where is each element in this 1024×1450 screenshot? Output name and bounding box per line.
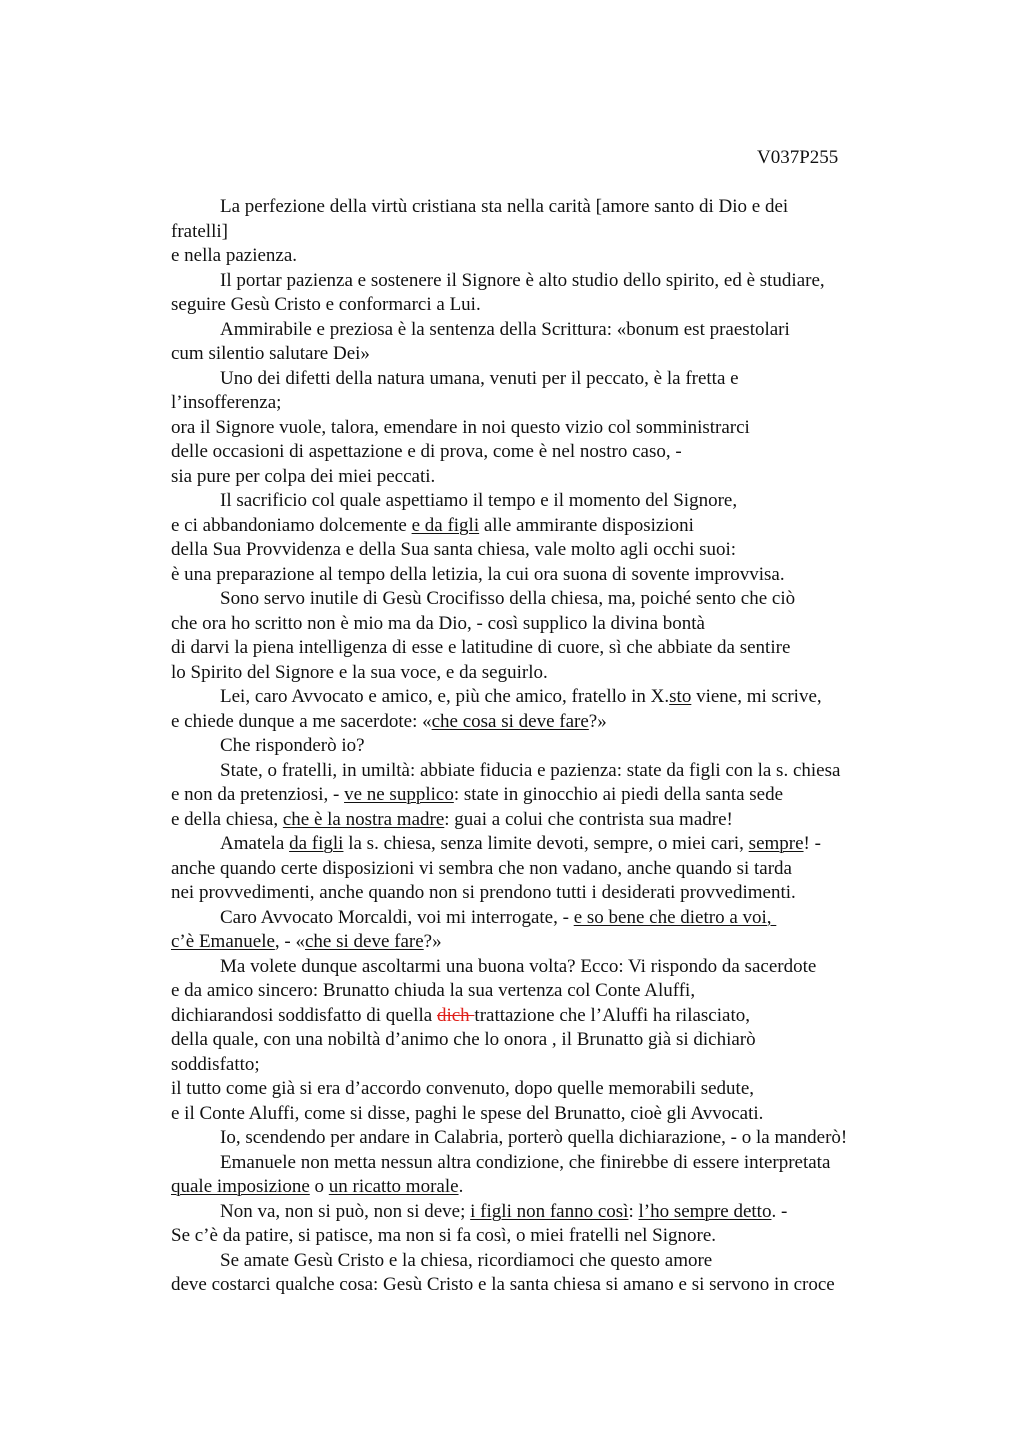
text-line bbox=[171, 1028, 911, 1053]
text-segment: seguire Gesù Cristo e conformarci a Lui. bbox=[171, 294, 481, 315]
text-line bbox=[171, 318, 911, 343]
page-id: V037P255 bbox=[757, 147, 839, 168]
underlined-text: e da figli bbox=[411, 514, 480, 536]
text-segment: Non va, non si può, non si deve; bbox=[220, 1200, 471, 1222]
text-segment: viene, mi scrive, bbox=[691, 686, 822, 707]
text-segment: Il portar pazienza e sostenere il Signore è alto studio dello spirito, ed è studiare, bbox=[220, 269, 825, 291]
text-segment: Amatela bbox=[220, 833, 290, 854]
text-segment: è una preparazione al tempo della letizia, la cui ora suona di sovente improvvisa. bbox=[171, 563, 785, 585]
underlined-text: che cosa si deve fare bbox=[431, 710, 589, 732]
text-line bbox=[171, 489, 911, 514]
text-line bbox=[171, 416, 911, 441]
text-segment: State, o fratelli, in umiltà: abbiate fiducia e pazienza: state da figli con la s. chiesa bbox=[220, 759, 841, 781]
text-segment: ora il Signore vuole, talora, emendare in noi questo vizio col somministrarci bbox=[171, 416, 750, 438]
text-segment: : guai a colui che contrista sua madre! bbox=[444, 808, 733, 830]
text-line bbox=[171, 293, 911, 318]
text-line bbox=[171, 440, 911, 465]
text-line bbox=[171, 930, 911, 955]
underlined-text: l’ho sempre detto bbox=[638, 1200, 772, 1222]
underlined-text: che si deve fare bbox=[304, 931, 424, 952]
text-segment: e ci abbandoniamo dolcemente bbox=[171, 514, 412, 536]
text-segment: Che risponderò io? bbox=[220, 735, 365, 756]
text-segment: che ora ho scritto non è mio ma da Dio, - così supplico la divina bontà bbox=[171, 612, 705, 634]
text-line bbox=[171, 881, 911, 906]
text-segment: la s. chiesa, senza limite devoti, sempre, o miei cari, bbox=[343, 833, 749, 854]
text-segment: Uno dei difetti della natura umana, venuti per il peccato, è la fretta e bbox=[220, 367, 739, 389]
text-line bbox=[171, 220, 911, 245]
underlined-text: e so bene che dietro a voi, bbox=[573, 906, 777, 928]
text-segment: della Sua Provvidenza e della Sua santa chiesa, vale molto agli occhi suoi: bbox=[171, 539, 737, 560]
text-line bbox=[171, 587, 911, 612]
text-segment: : bbox=[628, 1200, 639, 1222]
underlined-text: sempre bbox=[748, 833, 804, 854]
text-segment: e della chiesa, bbox=[171, 808, 283, 830]
text-line bbox=[171, 244, 911, 269]
text-segment: ?» bbox=[588, 710, 607, 732]
text-line bbox=[171, 342, 911, 367]
text-line bbox=[171, 955, 911, 980]
text-segment: Il sacrificio col quale aspettiamo il tempo e il momento del Signore, bbox=[220, 490, 738, 511]
text-segment: e nella pazienza. bbox=[171, 245, 298, 266]
text-segment: dichiarandosi soddisfatto di quella bbox=[171, 1004, 437, 1026]
text-segment: cum silentio salutare Dei» bbox=[171, 343, 370, 364]
text-line bbox=[171, 1077, 911, 1102]
text-line bbox=[171, 759, 911, 784]
underlined-text: ve ne supplico bbox=[344, 784, 454, 805]
text-segment: Caro Avvocato Morcaldi, voi mi interrogate, - bbox=[220, 906, 574, 928]
text-segment: Io, scendendo per andare in Calabria, porterò quella dichiarazione, - o la manderò! bbox=[220, 1127, 848, 1148]
text-line bbox=[171, 661, 911, 686]
text-segment: Ammirabile e preziosa è la sentenza della Scrittura: «bonum est praestolari bbox=[220, 318, 790, 340]
text-segment: e non da pretenziosi, - bbox=[171, 784, 345, 805]
text-segment: nei provvedimenti, anche quando non si prendono tutti i desiderati provvedimenti. bbox=[171, 882, 796, 903]
text-line bbox=[171, 514, 911, 539]
text-line bbox=[171, 538, 911, 563]
text-segment: sia pure per colpa dei miei peccati. bbox=[171, 465, 436, 487]
text-segment: Sono servo inutile di Gesù Crocifisso della chiesa, ma, poiché sento che ciò bbox=[220, 588, 796, 609]
text-segment: . - bbox=[771, 1200, 788, 1222]
underlined-text: sto bbox=[669, 686, 692, 707]
text-segment: trattazione che l’Aluffi ha rilasciato, bbox=[474, 1004, 750, 1026]
text-line bbox=[171, 1151, 911, 1176]
text-line bbox=[171, 1053, 911, 1078]
text-line bbox=[171, 465, 911, 490]
text-segment: alle ammirante disposizioni bbox=[479, 514, 694, 536]
text-segment: fratelli] bbox=[171, 220, 228, 242]
text-line bbox=[171, 808, 911, 833]
underlined-text: da figli bbox=[289, 833, 344, 854]
text-line bbox=[171, 783, 911, 808]
text-segment: Se amate Gesù Cristo e la chiesa, ricordiamoci che questo amore bbox=[220, 1249, 713, 1271]
text-segment: di darvi la piena intelligenza di esse e latitudine di cuore, sì che abbiate da sentire bbox=[171, 637, 791, 658]
text-segment: : state in ginocchio ai piedi della santa sede bbox=[453, 784, 784, 805]
text-line bbox=[171, 1200, 911, 1225]
text-line bbox=[171, 563, 911, 588]
underlined-text: c’è Emanuele bbox=[171, 931, 275, 952]
text-line bbox=[171, 734, 911, 759]
text-line bbox=[171, 195, 911, 220]
text-line bbox=[171, 710, 911, 735]
text-segment: e chiede dunque a me sacerdote: « bbox=[171, 710, 432, 732]
text-line bbox=[171, 391, 911, 416]
text-segment: ?» bbox=[423, 931, 442, 952]
underlined-text: i figli non fanno così bbox=[470, 1200, 629, 1222]
text-segment: Emanuele non metta nessun altra condizione, che finirebbe di essere interpretata bbox=[220, 1151, 831, 1173]
text-line bbox=[171, 906, 911, 931]
text-line bbox=[171, 367, 911, 392]
struck-through-text: dich bbox=[436, 1004, 475, 1026]
text-segment: o bbox=[309, 1176, 329, 1197]
text-line bbox=[171, 1126, 911, 1151]
text-segment: Se c’è da patire, si patisce, ma non si fa così, o miei fratelli nel Signore. bbox=[171, 1225, 717, 1246]
text-line bbox=[171, 1004, 911, 1029]
text-line bbox=[171, 269, 911, 294]
text-line bbox=[171, 685, 911, 710]
text-segment: . bbox=[458, 1176, 464, 1197]
text-segment: il tutto come già si era d’accordo convenuto, dopo quelle memorabili sedute, bbox=[171, 1078, 755, 1099]
text-line bbox=[171, 1175, 911, 1200]
document-body bbox=[171, 195, 911, 1298]
text-segment: e il Conte Aluffi, come si disse, paghi le spese del Brunatto, cioè gli Avvocati. bbox=[171, 1102, 764, 1124]
underlined-text: che è la nostra madre bbox=[282, 808, 445, 830]
text-line bbox=[171, 1102, 911, 1127]
underlined-text: un ricatto morale bbox=[328, 1176, 459, 1197]
text-segment: delle occasioni di aspettazione e di prova, come è nel nostro caso, - bbox=[171, 441, 682, 462]
text-segment: e da amico sincero: Brunatto chiuda la sua vertenza col Conte Aluffi, bbox=[171, 980, 696, 1001]
text-line bbox=[171, 857, 911, 882]
text-segment: lo Spirito del Signore e la sua voce, e da seguirlo. bbox=[171, 661, 548, 683]
text-line bbox=[171, 832, 911, 857]
text-segment: deve costarci qualche cosa: Gesù Cristo e la santa chiesa si amano e si servono in croce bbox=[171, 1274, 835, 1295]
text-segment: Lei, caro Avvocato e amico, e, più che amico, fratello in X. bbox=[220, 686, 670, 707]
underlined-text: quale imposizione bbox=[171, 1176, 310, 1197]
text-segment: della quale, con una nobiltà d’animo che lo onora , il Brunatto già si dichiarò bbox=[171, 1029, 756, 1050]
text-segment: La perfezione della virtù cristiana sta nella carità [amore santo di Dio e dei bbox=[220, 196, 789, 217]
text-line bbox=[171, 612, 911, 637]
text-line bbox=[171, 636, 911, 661]
text-segment: Ma volete dunque ascoltarmi una buona volta? Ecco: Vi rispondo da sacerdote bbox=[220, 955, 817, 977]
text-segment: l’insofferenza; bbox=[171, 392, 282, 413]
text-segment: anche quando certe disposizioni vi sembra che non vadano, anche quando si tarda bbox=[171, 857, 792, 879]
text-line bbox=[171, 1249, 911, 1274]
text-line bbox=[171, 1224, 911, 1249]
text-line bbox=[171, 1273, 911, 1298]
text-segment: soddisfatto; bbox=[171, 1053, 260, 1075]
text-segment: ! - bbox=[803, 833, 821, 854]
text-segment: , - « bbox=[274, 931, 305, 952]
text-line bbox=[171, 979, 911, 1004]
